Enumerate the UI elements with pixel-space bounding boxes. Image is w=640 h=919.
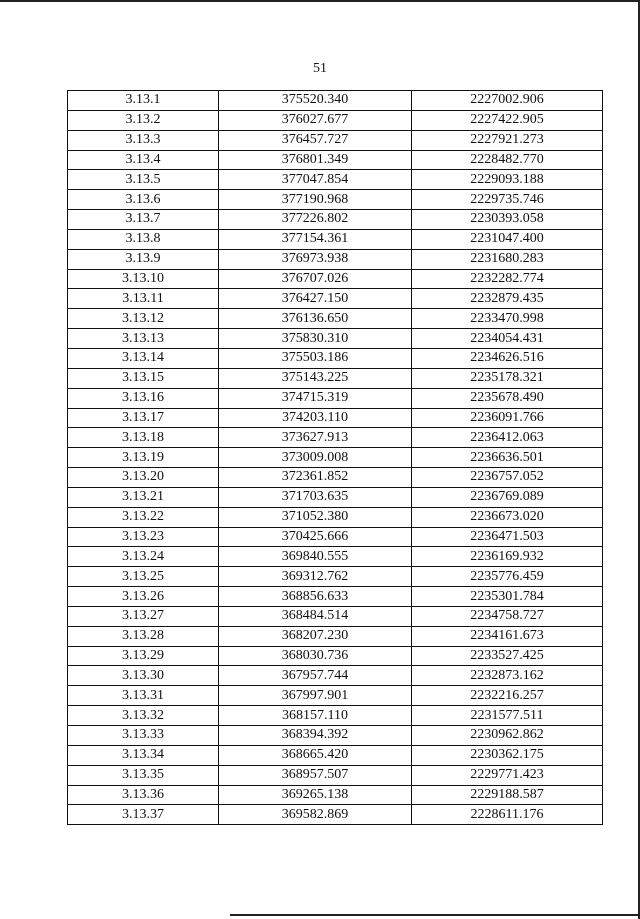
point-id-cell: 3.13.1 (68, 91, 219, 111)
table-row (68, 408, 603, 428)
coordinates-table-body (68, 91, 603, 825)
point-id-cell: 3.13.16 (68, 388, 219, 408)
point-id-cell: 3.13.33 (68, 726, 219, 746)
x-coordinate-cell: 371052.380 (219, 507, 412, 527)
point-id-cell: 3.13.34 (68, 745, 219, 765)
table-row (68, 487, 603, 507)
x-coordinate-cell: 376973.938 (219, 249, 412, 269)
y-coordinate-cell: 2232282.774 (412, 269, 603, 289)
table-row (68, 646, 603, 666)
x-coordinate-cell: 375143.225 (219, 368, 412, 388)
x-coordinate-cell: 377047.854 (219, 170, 412, 190)
table-row (68, 249, 603, 269)
table-row (68, 269, 603, 289)
table-row (68, 805, 603, 825)
table-row (68, 150, 603, 170)
point-id-cell: 3.13.8 (68, 229, 219, 249)
x-coordinate-cell: 369265.138 (219, 785, 412, 805)
table-row (68, 329, 603, 349)
y-coordinate-cell: 2236169.932 (412, 547, 603, 567)
y-coordinate-cell: 2236673.020 (412, 507, 603, 527)
y-coordinate-cell: 2228482.770 (412, 150, 603, 170)
point-id-cell: 3.13.10 (68, 269, 219, 289)
point-id-cell: 3.13.31 (68, 686, 219, 706)
x-coordinate-cell: 372361.852 (219, 468, 412, 488)
point-id-cell: 3.13.37 (68, 805, 219, 825)
y-coordinate-cell: 2232873.162 (412, 666, 603, 686)
page-number: 51 (313, 61, 327, 76)
table-row (68, 428, 603, 448)
point-id-cell: 3.13.27 (68, 606, 219, 626)
point-id-cell: 3.13.4 (68, 150, 219, 170)
point-id-cell: 3.13.35 (68, 765, 219, 785)
table-row (68, 626, 603, 646)
y-coordinate-cell: 2230362.175 (412, 745, 603, 765)
point-id-cell: 3.13.24 (68, 547, 219, 567)
y-coordinate-cell: 2231680.283 (412, 249, 603, 269)
point-id-cell: 3.13.32 (68, 706, 219, 726)
table-row (68, 468, 603, 488)
table-row (68, 348, 603, 368)
x-coordinate-cell: 368957.507 (219, 765, 412, 785)
x-coordinate-cell: 369840.555 (219, 547, 412, 567)
table-row (68, 210, 603, 230)
x-coordinate-cell: 376027.677 (219, 110, 412, 130)
point-id-cell: 3.13.26 (68, 587, 219, 607)
x-coordinate-cell: 368394.392 (219, 726, 412, 746)
table-row (68, 289, 603, 309)
y-coordinate-cell: 2228611.176 (412, 805, 603, 825)
point-id-cell: 3.13.30 (68, 666, 219, 686)
y-coordinate-cell: 2236769.089 (412, 487, 603, 507)
y-coordinate-cell: 2229771.423 (412, 765, 603, 785)
table-row (68, 229, 603, 249)
point-id-cell: 3.13.5 (68, 170, 219, 190)
y-coordinate-cell: 2232216.257 (412, 686, 603, 706)
x-coordinate-cell: 375830.310 (219, 329, 412, 349)
y-coordinate-cell: 2236636.501 (412, 448, 603, 468)
table-row (68, 686, 603, 706)
y-coordinate-cell: 2231047.400 (412, 229, 603, 249)
y-coordinate-cell: 2232879.435 (412, 289, 603, 309)
y-coordinate-cell: 2234758.727 (412, 606, 603, 626)
point-id-cell: 3.13.12 (68, 309, 219, 329)
table-row (68, 726, 603, 746)
x-coordinate-cell: 373627.913 (219, 428, 412, 448)
x-coordinate-cell: 371703.635 (219, 487, 412, 507)
y-coordinate-cell: 2236471.503 (412, 527, 603, 547)
scan-border-top (0, 0, 640, 2)
scan-border-bottom (230, 914, 640, 916)
table-row (68, 448, 603, 468)
y-coordinate-cell: 2235178.321 (412, 368, 603, 388)
y-coordinate-cell: 2231577.511 (412, 706, 603, 726)
table-row (68, 190, 603, 210)
table-row (68, 567, 603, 587)
table-row (68, 527, 603, 547)
x-coordinate-cell: 377226.802 (219, 210, 412, 230)
point-id-cell: 3.13.28 (68, 626, 219, 646)
point-id-cell: 3.13.2 (68, 110, 219, 130)
point-id-cell: 3.13.13 (68, 329, 219, 349)
point-id-cell: 3.13.25 (68, 567, 219, 587)
y-coordinate-cell: 2229188.587 (412, 785, 603, 805)
point-id-cell: 3.13.7 (68, 210, 219, 230)
point-id-cell: 3.13.3 (68, 130, 219, 150)
table-row (68, 91, 603, 111)
point-id-cell: 3.13.19 (68, 448, 219, 468)
point-id-cell: 3.13.15 (68, 368, 219, 388)
y-coordinate-cell: 2236412.063 (412, 428, 603, 448)
table-row (68, 110, 603, 130)
x-coordinate-cell: 368030.736 (219, 646, 412, 666)
x-coordinate-cell: 377154.361 (219, 229, 412, 249)
x-coordinate-cell: 374203.110 (219, 408, 412, 428)
x-coordinate-cell: 376707.026 (219, 269, 412, 289)
y-coordinate-cell: 2229735.746 (412, 190, 603, 210)
x-coordinate-cell: 370425.666 (219, 527, 412, 547)
x-coordinate-cell: 369312.762 (219, 567, 412, 587)
y-coordinate-cell: 2234161.673 (412, 626, 603, 646)
x-coordinate-cell: 374715.319 (219, 388, 412, 408)
coordinates-table (67, 90, 603, 825)
point-id-cell: 3.13.11 (68, 289, 219, 309)
point-id-cell: 3.13.29 (68, 646, 219, 666)
point-id-cell: 3.13.23 (68, 527, 219, 547)
x-coordinate-cell: 375503.186 (219, 348, 412, 368)
x-coordinate-cell: 376457.727 (219, 130, 412, 150)
y-coordinate-cell: 2235301.784 (412, 587, 603, 607)
point-id-cell: 3.13.22 (68, 507, 219, 527)
y-coordinate-cell: 2236091.766 (412, 408, 603, 428)
x-coordinate-cell: 368157.110 (219, 706, 412, 726)
table-row (68, 388, 603, 408)
y-coordinate-cell: 2233470.998 (412, 309, 603, 329)
y-coordinate-cell: 2227002.906 (412, 91, 603, 111)
y-coordinate-cell: 2235678.490 (412, 388, 603, 408)
point-id-cell: 3.13.36 (68, 785, 219, 805)
x-coordinate-cell: 373009.008 (219, 448, 412, 468)
table-row (68, 785, 603, 805)
y-coordinate-cell: 2235776.459 (412, 567, 603, 587)
y-coordinate-cell: 2229093.188 (412, 170, 603, 190)
x-coordinate-cell: 376801.349 (219, 150, 412, 170)
table-row (68, 706, 603, 726)
table-row (68, 368, 603, 388)
x-coordinate-cell: 368484.514 (219, 606, 412, 626)
point-id-cell: 3.13.20 (68, 468, 219, 488)
x-coordinate-cell: 368207.230 (219, 626, 412, 646)
x-coordinate-cell: 376136.650 (219, 309, 412, 329)
point-id-cell: 3.13.14 (68, 348, 219, 368)
point-id-cell: 3.13.9 (68, 249, 219, 269)
table-row (68, 587, 603, 607)
x-coordinate-cell: 368665.420 (219, 745, 412, 765)
x-coordinate-cell: 369582.869 (219, 805, 412, 825)
table-row (68, 507, 603, 527)
y-coordinate-cell: 2234054.431 (412, 329, 603, 349)
table-row (68, 745, 603, 765)
y-coordinate-cell: 2236757.052 (412, 468, 603, 488)
x-coordinate-cell: 377190.968 (219, 190, 412, 210)
y-coordinate-cell: 2233527.425 (412, 646, 603, 666)
x-coordinate-cell: 375520.340 (219, 91, 412, 111)
y-coordinate-cell: 2227422.905 (412, 110, 603, 130)
y-coordinate-cell: 2230393.058 (412, 210, 603, 230)
table-row (68, 765, 603, 785)
x-coordinate-cell: 376427.150 (219, 289, 412, 309)
table-row (68, 666, 603, 686)
point-id-cell: 3.13.21 (68, 487, 219, 507)
y-coordinate-cell: 2230962.862 (412, 726, 603, 746)
x-coordinate-cell: 367957.744 (219, 666, 412, 686)
point-id-cell: 3.13.18 (68, 428, 219, 448)
point-id-cell: 3.13.17 (68, 408, 219, 428)
y-coordinate-cell: 2227921.273 (412, 130, 603, 150)
x-coordinate-cell: 367997.901 (219, 686, 412, 706)
y-coordinate-cell: 2234626.516 (412, 348, 603, 368)
point-id-cell: 3.13.6 (68, 190, 219, 210)
table-row (68, 309, 603, 329)
x-coordinate-cell: 368856.633 (219, 587, 412, 607)
table-row (68, 547, 603, 567)
table-row (68, 130, 603, 150)
table-row (68, 606, 603, 626)
table-row (68, 170, 603, 190)
